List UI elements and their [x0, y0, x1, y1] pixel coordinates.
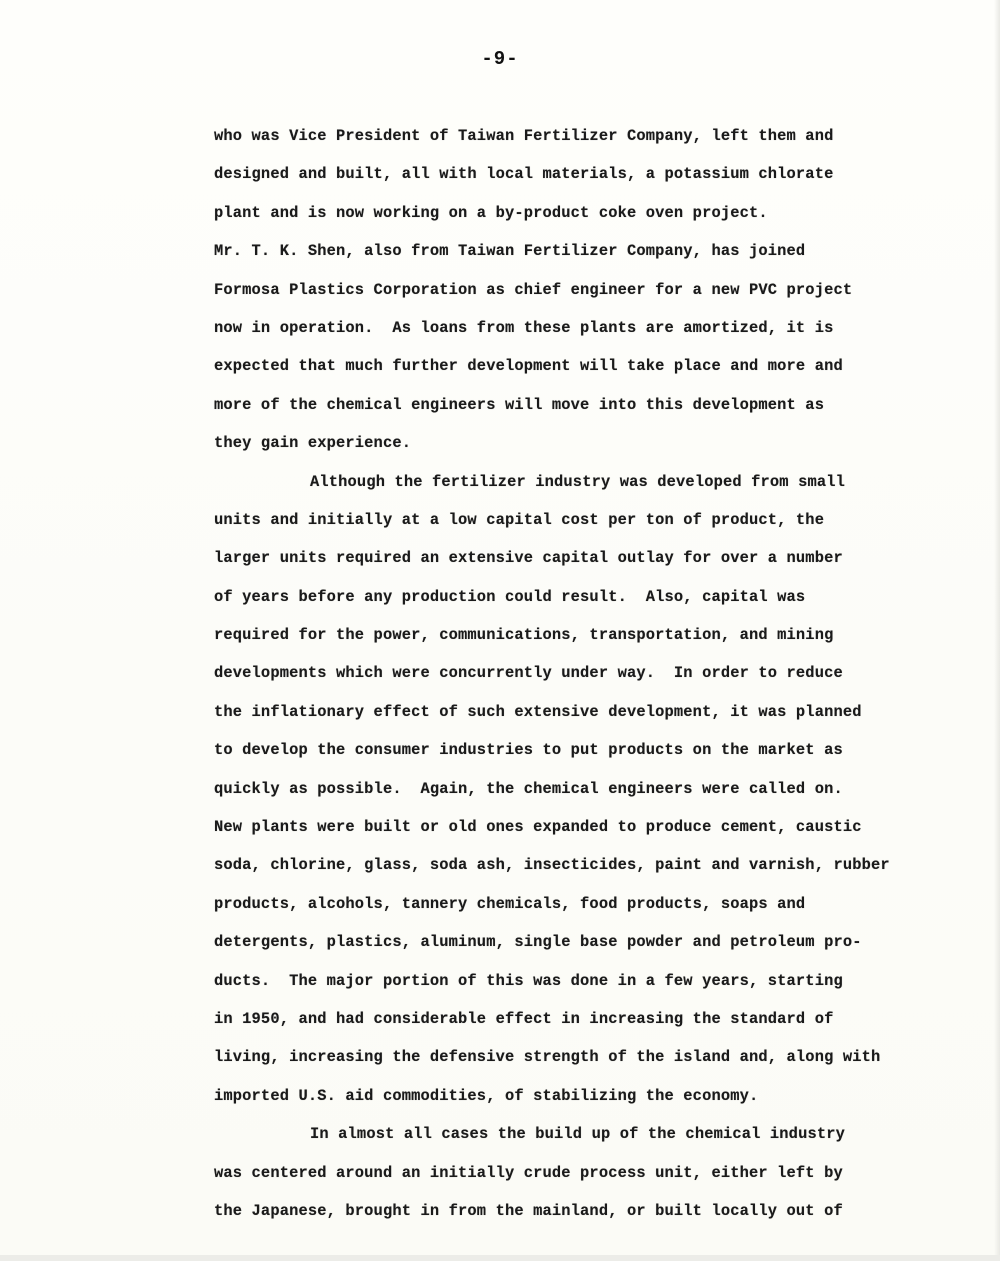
text-line: the inflationary effect of such extensive development, it was planned [214, 702, 862, 721]
text-line: developments which were concurrently under way. In order to reduce [214, 664, 843, 683]
paragraph [214, 126, 894, 472]
text-line: Although the fertilizer industry was developed from small [310, 472, 845, 491]
text-line: was centered around an initially crude process unit, either left by [214, 1163, 843, 1182]
text-line: ducts. The major portion of this was done in a few years, starting [214, 971, 843, 990]
text-line: of years before any production could result. Also, capital was [214, 587, 806, 606]
text-line: in 1950, and had considerable effect in increasing the standard of [214, 1009, 834, 1028]
text-line: Mr. T. K. Shen, also from Taiwan Fertilizer Company, has joined [214, 242, 806, 261]
text-line: plant and is now working on a by-product coke oven project. [214, 203, 768, 222]
text-line: Formosa Plastics Corporation as chief engineer for a new PVC project [214, 280, 853, 299]
text-line: required for the power, communications, transportation, and mining [214, 626, 834, 645]
text-line: units and initially at a low capital cost per ton of product, the [214, 510, 825, 529]
text-line: products, alcohols, tannery chemicals, food products, soaps and [214, 894, 806, 913]
text-line: they gain experience. [214, 434, 412, 453]
paragraph [214, 472, 894, 1125]
paragraph [214, 1124, 894, 1239]
text-line: designed and built, all with local materials, a potassium chlorate [214, 165, 834, 184]
text-line: who was Vice President of Taiwan Fertilizer Company, left them and [214, 127, 834, 145]
page-number: -9- [481, 48, 519, 70]
page-edge-bottom [0, 1255, 1000, 1261]
text-line: quickly as possible. Again, the chemical engineers were called on. [214, 779, 843, 798]
text-line: now in operation. As loans from these plants are amortized, it is [214, 318, 834, 337]
text-line: larger units required an extensive capital outlay for over a number [214, 549, 843, 568]
text-line: more of the chemical engineers will move into this development as [214, 395, 825, 414]
text-line: New plants were built or old ones expanded to produce cement, caustic [214, 818, 862, 837]
text-line: the Japanese, brought in from the mainland, or built locally out of [214, 1201, 843, 1220]
text-line: to develop the consumer industries to put products on the market as [214, 741, 843, 760]
text-line: soda, chlorine, glass, soda ash, insecticides, paint and varnish, rubber [214, 856, 890, 875]
page-edge-right [994, 0, 1000, 1261]
text-line: imported U.S. aid commodities, of stabilizing the economy. [214, 1086, 759, 1105]
text-line: In almost all cases the build up of the chemical industry [310, 1125, 845, 1144]
text-line: detergents, plastics, aluminum, single base powder and petroleum pro- [214, 933, 862, 952]
text-line: living, increasing the defensive strength of the island and, along with [214, 1048, 881, 1067]
text-line: expected that much further development will take place and more and [214, 357, 843, 376]
body-text [214, 126, 894, 1239]
